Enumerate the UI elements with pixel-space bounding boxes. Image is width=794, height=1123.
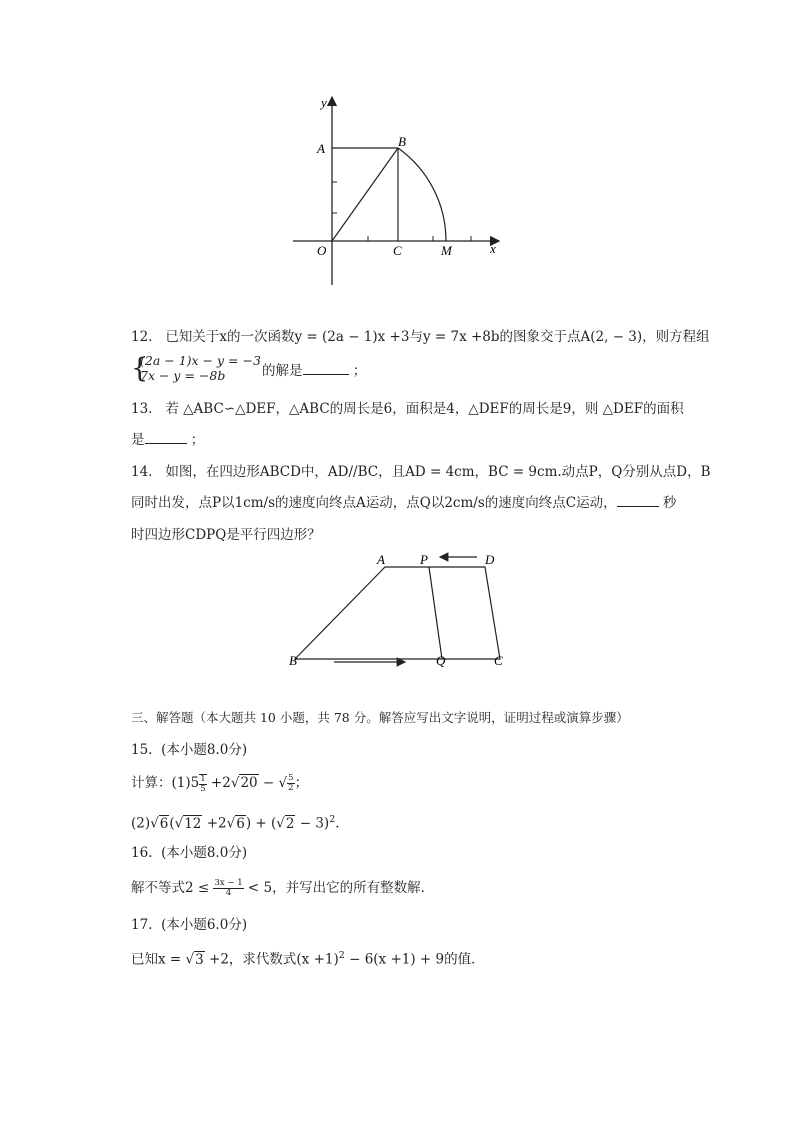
trapezoid-abcd xyxy=(295,567,500,659)
label-d: D xyxy=(485,552,495,567)
q12-tail: 的解是 ； xyxy=(262,363,367,379)
figure-trapezoid xyxy=(280,548,520,673)
q17-body: 已知x = √3 +2，求代数式$(x +1)^2 - 6(x +1) + 9$的值． xyxy=(131,950,485,968)
question-13 xyxy=(131,399,684,419)
label-q: Q xyxy=(436,653,446,668)
q12-system-eq2: 7x − y = −8b xyxy=(140,368,226,383)
q14-line2: 同时出发，点P以1cm/s的速度向终点A运动，点Q以2cm/s的速度向终点C运动， 秒 xyxy=(131,495,677,511)
label-c: C xyxy=(393,243,402,258)
arc-bm xyxy=(398,148,446,241)
question-16-header: 16. (本小题8.0分) xyxy=(131,845,248,861)
label-m: M xyxy=(441,243,452,258)
q16-body: 解不等式2 ≤ $\frac{3x - 1}{4}$ < 5，并写出它的所有整数解． xyxy=(131,878,435,898)
q15-part2: $(2)√6(√12 +2√6) + (√2 - 3)^2$. xyxy=(131,814,340,832)
q13-line2: 是 ； xyxy=(131,432,205,448)
q13-number: 13. xyxy=(131,401,153,417)
q14-number: 14. xyxy=(131,464,153,480)
segment-pq xyxy=(429,567,442,659)
label-o: O xyxy=(317,243,327,258)
q12-answer-blank[interactable] xyxy=(303,362,349,375)
figure-coordinate-diagram xyxy=(285,85,515,295)
label-y: y xyxy=(321,95,327,110)
q14-line3: 时四边形CDPQ是平行四边形？ xyxy=(131,527,321,543)
q12-number: 12. xyxy=(131,329,153,345)
q14-answer-blank[interactable] xyxy=(617,494,659,507)
q15-part1: 计算：(1)5 $\frac{1}{5}$ +2√20 − √ $\frac{5}{2}$ ； xyxy=(131,773,309,794)
label-b2: B xyxy=(289,653,297,668)
label-x: x xyxy=(490,241,496,256)
section-3-heading: 三、解答题（本大题共 10 小题，共 78 分。解答应写出文字说明，证明过程或演算步骤） xyxy=(131,710,629,725)
question-17-header: 17. (本小题6.0分) xyxy=(131,917,248,933)
segment-ob xyxy=(332,148,398,241)
q13-answer-blank[interactable] xyxy=(145,431,187,444)
q12-system-eq1: (2a − 1)x − y = −3 xyxy=(140,353,261,368)
question-12 xyxy=(131,327,710,347)
label-a: A xyxy=(317,141,325,156)
label-b: B xyxy=(398,134,406,149)
q12-line1: 已知关于x的一次函数y = (2a − 1)x +3与y = 7x +8b的图象交于点A(2, − 3)，则方程组 xyxy=(165,329,710,345)
label-p: P xyxy=(420,552,428,567)
q13-line1: 若 △ABC∽△DEF，△ABC的周长是6，面积是4，△DEF的周长是9，则 △DEF的面积 xyxy=(165,401,684,417)
label-a2: A xyxy=(377,552,385,567)
q14-line1: 如图，在四边形ABCD中，AD//BC，且AD = 4cm，BC = 9cm.动点P，Q分别从点D，B xyxy=(165,464,711,480)
label-c2: C xyxy=(494,653,503,668)
question-14 xyxy=(131,462,711,482)
question-15-header: 15. (本小题8.0分) xyxy=(131,742,248,758)
